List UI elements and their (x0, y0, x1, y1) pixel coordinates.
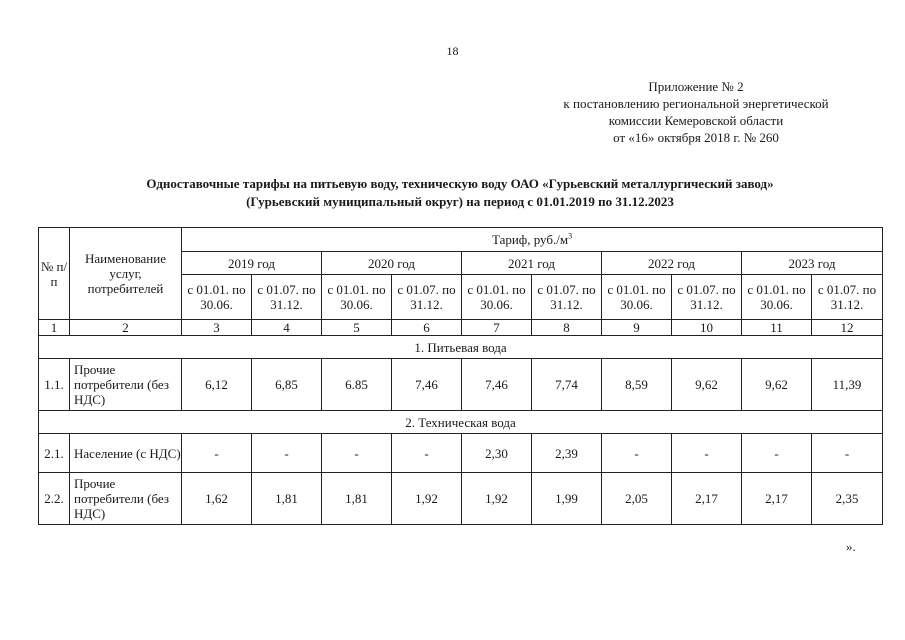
tariff-header-text: Тариф, руб./м (491, 232, 569, 247)
tariff-value: 9,62 (742, 359, 812, 411)
tariff-value: 2,35 (812, 473, 883, 525)
appendix-line: комиссии Кемеровской области (608, 113, 784, 128)
tariff-value: 1,92 (462, 473, 532, 525)
tariff-value: - (602, 434, 672, 473)
column-number: 2 (70, 320, 182, 336)
period-header: с 01.07. по 31.12. (812, 275, 883, 320)
column-number: 4 (252, 320, 322, 336)
col-header-number: № п/п (39, 228, 70, 320)
tariff-value: 2,17 (672, 473, 742, 525)
row-number: 1.1. (39, 359, 70, 411)
tariff-value: 8,59 (602, 359, 672, 411)
col-header-name: Наименование услуг, потребителей (70, 228, 182, 320)
period-header: с 01.01. по 30.06. (742, 275, 812, 320)
title-line: Одноставочные тарифы на питьевую воду, техническую воду ОАО «Гурьевский металлургический завод» (146, 176, 774, 191)
column-number: 8 (532, 320, 602, 336)
period-header: с 01.07. по 31.12. (672, 275, 742, 320)
column-number: 10 (672, 320, 742, 336)
closing-quote: ». (846, 539, 856, 554)
tariff-value: 2,30 (462, 434, 532, 473)
section-row (39, 336, 883, 359)
title-line: (Гурьевский муниципальный округ) на период с 01.01.2019 по 31.12.2023 (246, 194, 674, 209)
column-number: 6 (392, 320, 462, 336)
column-number: 12 (812, 320, 883, 336)
column-number: 3 (182, 320, 252, 336)
tariff-value: - (672, 434, 742, 473)
tariff-value: 2,17 (742, 473, 812, 525)
tariff-value: - (392, 434, 462, 473)
tariff-value: - (812, 434, 883, 473)
table-row (39, 473, 883, 525)
tariff-value: 6.85 (322, 359, 392, 411)
table-row (39, 359, 883, 411)
appendix-reference (520, 78, 872, 146)
column-number: 7 (462, 320, 532, 336)
row-consumer: Прочие потребители (без НДС) (70, 359, 182, 411)
row-consumer: Население (с НДС) (70, 434, 182, 473)
column-number: 1 (39, 320, 70, 336)
tariff-unit-sup: 3 (568, 231, 573, 241)
column-number: 5 (322, 320, 392, 336)
year-header: 2021 год (462, 252, 602, 275)
column-number: 11 (742, 320, 812, 336)
tariff-value: 1,99 (532, 473, 602, 525)
tariff-value: 1,62 (182, 473, 252, 525)
tariff-table (38, 227, 883, 525)
period-header: с 01.07. по 31.12. (252, 275, 322, 320)
year-header: 2019 год (182, 252, 322, 275)
tariff-value: - (182, 434, 252, 473)
year-header: 2022 год (602, 252, 742, 275)
period-header: с 01.01. по 30.06. (602, 275, 672, 320)
row-number: 2.1. (39, 434, 70, 473)
tariff-value: - (252, 434, 322, 473)
tariff-value: 1,92 (392, 473, 462, 525)
tariff-value: 9,62 (672, 359, 742, 411)
tariff-value: 1,81 (252, 473, 322, 525)
tariff-value: 1,81 (322, 473, 392, 525)
period-header: с 01.07. по 31.12. (532, 275, 602, 320)
period-header: с 01.07. по 31.12. (392, 275, 462, 320)
tariff-header (182, 228, 883, 252)
tariff-value: 7,46 (462, 359, 532, 411)
tariff-value: - (322, 434, 392, 473)
section-title: 1. Питьевая вода (39, 336, 883, 359)
tariff-value: - (742, 434, 812, 473)
appendix-line: Приложение № 2 (648, 79, 744, 94)
section-row (39, 411, 883, 434)
section-title: 2. Техническая вода (39, 411, 883, 434)
page-number: 18 (446, 44, 459, 58)
table-row (39, 434, 883, 473)
appendix-line: от «16» октября 2018 г. № 260 (613, 130, 779, 145)
tariff-value: 2,05 (602, 473, 672, 525)
tariff-value: 2,39 (532, 434, 602, 473)
period-header: с 01.01. по 30.06. (322, 275, 392, 320)
tariff-value: 6,12 (182, 359, 252, 411)
tariff-value: 7,46 (392, 359, 462, 411)
row-consumer: Прочие потребители (без НДС) (70, 473, 182, 525)
year-header: 2023 год (742, 252, 883, 275)
column-number: 9 (602, 320, 672, 336)
tariff-value: 7,74 (532, 359, 602, 411)
year-header: 2020 год (322, 252, 462, 275)
appendix-line: к постановлению региональной энергетической (563, 96, 829, 111)
tariff-value: 6,85 (252, 359, 322, 411)
row-number: 2.2. (39, 473, 70, 525)
period-header: с 01.01. по 30.06. (182, 275, 252, 320)
tariff-value: 11,39 (812, 359, 883, 411)
period-header: с 01.01. по 30.06. (462, 275, 532, 320)
document-title (40, 175, 880, 211)
